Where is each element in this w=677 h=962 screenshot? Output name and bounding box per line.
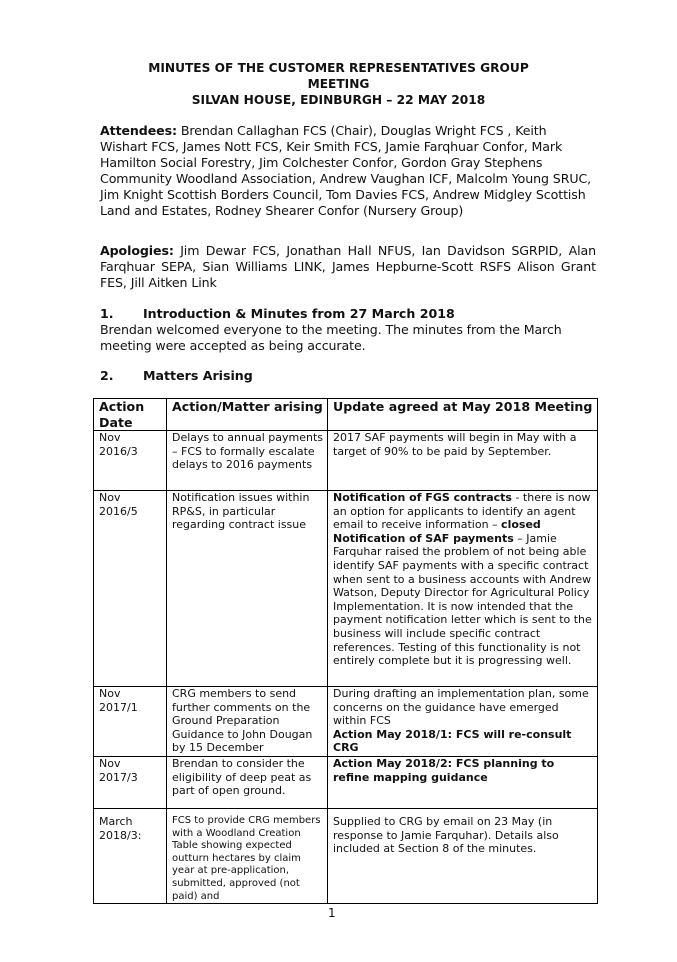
attendees-list: Brendan Callaghan FCS (Chair), Douglas Wright FCS , Keith Wishart FCS, James Nott FCS, Keir Smith FCS, Jamie Farqhuar Confor, Mark Hamilton Social Forestry, Jim Colchester Confor, Gordon Gray Stephens Community Woodland Association, Andrew Vaughan ICF, Malcolm Young SRUC, Jim Knight Scottish Borders Council, Tom Davies FCS, Andrew Midgley Scottish Land and Estates, Rodney Shearer Confor (Nursery Group) [100,123,592,218]
header-action-matter: Action/Matter arising [167,399,328,431]
update-text: 2017 SAF payments will begin in May with a target of 90% to be paid by September. [333,431,577,458]
header-action-date: Action Date [94,399,167,431]
cell-matter: Delays to annual payments – FCS to formally escalate delays to 2016 payments [167,431,328,491]
title-line-1: MINUTES OF THE CUSTOMER REPRESENTATIVES GROUP [148,61,529,75]
table-header-row [94,399,598,431]
attendees-paragraph [100,123,596,218]
header-update: Update agreed at May 2018 Meeting [328,399,598,431]
cell-matter: Brendan to consider the eligibility of deep peat as part of open ground. [167,757,328,809]
update-action: Action May 2018/1: FCS will re-consult CRG [333,727,572,755]
page-number: 1 [328,906,336,920]
apologies-label: Apologies: [100,243,174,258]
section-1-title: Introduction & Minutes from 27 March 2018 [143,306,455,321]
cell-update [328,757,598,809]
cell-matter: Notification issues within RP&S, in particular regarding contract issue [167,491,328,687]
cell-update [328,431,598,491]
section-2-title: Matters Arising [143,368,253,383]
section-2-heading [100,368,253,384]
table-row [94,687,598,757]
update-closed-status: closed [501,518,541,532]
cell-date: Nov 2016/3 [94,431,167,491]
section-1-heading [100,306,455,322]
table-row [94,491,598,687]
cell-update [328,687,598,757]
cell-date: Nov 2016/5 [94,491,167,687]
apologies-paragraph [100,243,596,291]
title-line-2: MEETING [307,77,370,91]
update-text: During drafting an implementation plan, some concerns on the guidance have emerged within FCS [333,687,589,728]
matters-arising-table [93,398,598,904]
document-title [60,60,617,108]
update-bold-fgs: Notification of FGS contracts [333,491,512,504]
update-text: - there is now an option for applicants to identify an agent email to receive information – [333,491,591,532]
cell-date: Nov 2017/1 [94,687,167,757]
section-1-number: 1. [100,306,114,321]
update-text: Supplied to CRG by email on 23 May (in response to Jamie Farquhar). Details also included at Section 8 of the minutes. [333,815,559,856]
apologies-list: Jim Dewar FCS, Jonathan Hall NFUS, Ian Davidson SGRPID, Alan Farqhuar SEPA, Sian Williams LINK, James Hepburne-Scott RSFS Alison Grant FES, Jill Aitken Link [100,243,596,290]
update-bold-saf: Notification of SAF payments [333,531,514,545]
update-text: – Jamie Farquhar raised the problem of not being able identify SAF payments with a specific contract when sent to a business accounts with Andrew Watson, Deputy Director for Agricultural Policy Implementation. It is now intended that the payment notification letter which is sent to the business will include specific contract references. Testing of this functionality is not entirely complete but it is progressing well. [333,531,592,668]
cell-update [328,491,598,687]
cell-update [328,809,598,904]
section-2-number: 2. [100,368,114,383]
cell-matter: CRG members to send further comments on the Ground Preparation Guidance to John Dougan by 15 December [167,687,328,757]
update-action: Action May 2018/2: FCS planning to refine mapping guidance [333,757,555,784]
title-line-3: SILVAN HOUSE, EDINBURGH – 22 MAY 2018 [191,93,486,107]
section-1-body: Brendan welcomed everyone to the meeting. The minutes from the March meeting were accepted as being accurate. [100,322,562,353]
cell-matter: FCS to provide CRG members with a Woodland Creation Table showing expected outturn hectares by claim year at pre-application, submitted, approved (not paid) and [167,809,328,904]
attendees-label: Attendees: [100,123,177,138]
table-row [94,431,598,491]
table-row [94,809,598,904]
cell-date: March 2018/3: [94,809,167,904]
cell-date: Nov 2017/3 [94,757,167,809]
table-row [94,757,598,809]
